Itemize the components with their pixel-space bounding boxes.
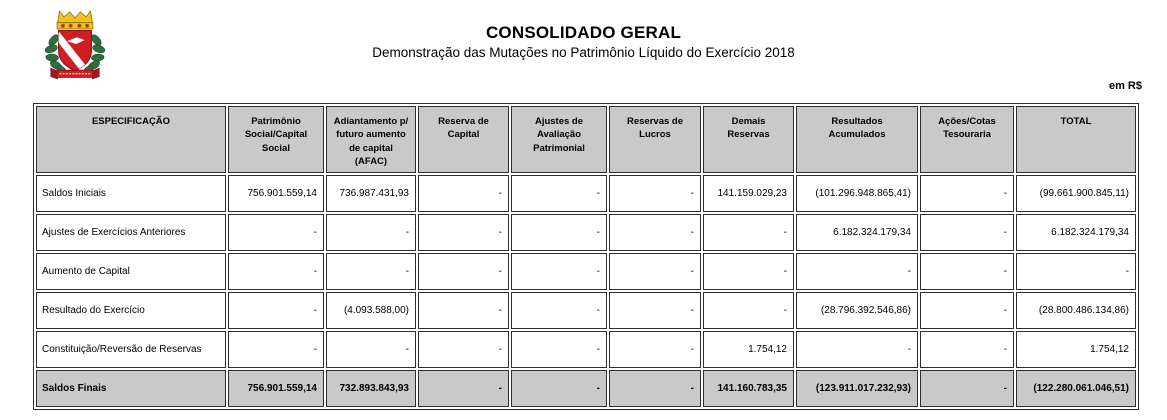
cell-value: - <box>418 370 509 407</box>
table-header-row <box>36 106 1136 173</box>
cell-value: - <box>920 331 1014 368</box>
cell-value: - <box>511 370 607 407</box>
cell-value: - <box>703 253 794 290</box>
column-header-total: TOTAL <box>1016 106 1136 173</box>
column-header-patrimonio-social: Patrimônio Social/Capital Social <box>228 106 324 173</box>
cell-value: - <box>326 331 416 368</box>
cell-value: (28.796.392.546,86) <box>796 292 918 329</box>
cell-value: - <box>511 175 607 212</box>
cell-value: - <box>228 331 324 368</box>
cell-value: (122.280.061.046,51) <box>1016 370 1136 407</box>
cell-value: - <box>511 331 607 368</box>
cell-value: - <box>511 253 607 290</box>
column-header-especificacao: ESPECIFICAÇÃO <box>36 106 226 173</box>
sao-paulo-coat-of-arms-logo <box>44 4 106 84</box>
cell-value: (99.661.900.845,11) <box>1016 175 1136 212</box>
cell-value: - <box>703 214 794 251</box>
cell-value: - <box>609 370 701 407</box>
table-row-aumento-capital <box>36 253 1136 290</box>
column-header-resultados-acumulados: Resultados Acumulados <box>796 106 918 173</box>
cell-value: (123.911.017.232,93) <box>796 370 918 407</box>
cell-value: 6.182.324.179,34 <box>796 214 918 251</box>
cell-value: - <box>418 175 509 212</box>
cell-value: - <box>920 175 1014 212</box>
cell-value: - <box>228 292 324 329</box>
column-header-demais-reservas: Demais Reservas <box>703 106 794 173</box>
cell-value: - <box>418 331 509 368</box>
cell-value: - <box>609 214 701 251</box>
table-row-saldos-finais <box>36 370 1136 407</box>
cell-value: - <box>609 331 701 368</box>
cell-value: - <box>418 292 509 329</box>
cell-value: - <box>703 292 794 329</box>
coat-of-arms-icon <box>44 4 106 84</box>
cell-value: - <box>920 253 1014 290</box>
cell-value: 1.754,12 <box>1016 331 1136 368</box>
cell-value: - <box>609 292 701 329</box>
document-titles <box>0 0 1167 60</box>
cell-value: - <box>920 214 1014 251</box>
cell-value: - <box>796 331 918 368</box>
table-row-ajustes-exercicios <box>36 214 1136 251</box>
cell-value: - <box>796 253 918 290</box>
cell-value: - <box>511 292 607 329</box>
column-header-reserva-capital: Reserva de Capital <box>418 106 509 173</box>
cell-value: - <box>418 214 509 251</box>
row-label: Resultado do Exercício <box>36 292 226 329</box>
cell-value: 756.901.559,14 <box>228 370 324 407</box>
cell-value: (4.093.588,00) <box>326 292 416 329</box>
column-header-ajustes-avaliacao: Ajustes de Avaliação Patrimonial <box>511 106 607 173</box>
cell-value: - <box>228 214 324 251</box>
cell-value: - <box>609 253 701 290</box>
table-row-saldos-iniciais <box>36 175 1136 212</box>
cell-value: 1.754,12 <box>703 331 794 368</box>
page-title: CONSOLIDADO GERAL <box>485 23 682 42</box>
page-subtitle: Demonstração das Mutações no Patrimônio Líquido do Exercício 2018 <box>372 45 795 60</box>
currency-note: em R$ <box>1108 80 1142 92</box>
table-row-constituicao-reversao <box>36 331 1136 368</box>
row-label: Ajustes de Exercícios Anteriores <box>36 214 226 251</box>
cell-value: - <box>418 253 509 290</box>
row-label: Saldos Finais <box>36 370 226 407</box>
cell-value: - <box>920 370 1014 407</box>
cell-value: 141.159.029,23 <box>703 175 794 212</box>
row-label: Constituição/Reversão de Reservas <box>36 331 226 368</box>
cell-value: - <box>609 175 701 212</box>
cell-value: - <box>326 253 416 290</box>
cell-value: 6.182.324.179,34 <box>1016 214 1136 251</box>
row-label: Aumento de Capital <box>36 253 226 290</box>
cell-value: - <box>326 214 416 251</box>
equity-mutations-table <box>33 103 1139 410</box>
cell-value: - <box>920 292 1014 329</box>
row-label: Saldos Iniciais <box>36 175 226 212</box>
cell-value: - <box>228 253 324 290</box>
cell-value: (101.296.948.865,41) <box>796 175 918 212</box>
cell-value: 736.987.431,93 <box>326 175 416 212</box>
cell-value: - <box>1016 253 1136 290</box>
cell-value: 732.893.843,93 <box>326 370 416 407</box>
column-header-reservas-lucros: Reservas de Lucros <box>609 106 701 173</box>
column-header-afac: Adiantamento p/ futuro aumento de capital (AFAC) <box>326 106 416 173</box>
column-header-acoes-cotas: Ações/Cotas Tesouraria <box>920 106 1014 173</box>
cell-value: 141.160.783,35 <box>703 370 794 407</box>
cell-value: - <box>511 214 607 251</box>
table-row-resultado-exercicio <box>36 292 1136 329</box>
cell-value: (28.800.486.134,86) <box>1016 292 1136 329</box>
cell-value: 756.901.559,14 <box>228 175 324 212</box>
